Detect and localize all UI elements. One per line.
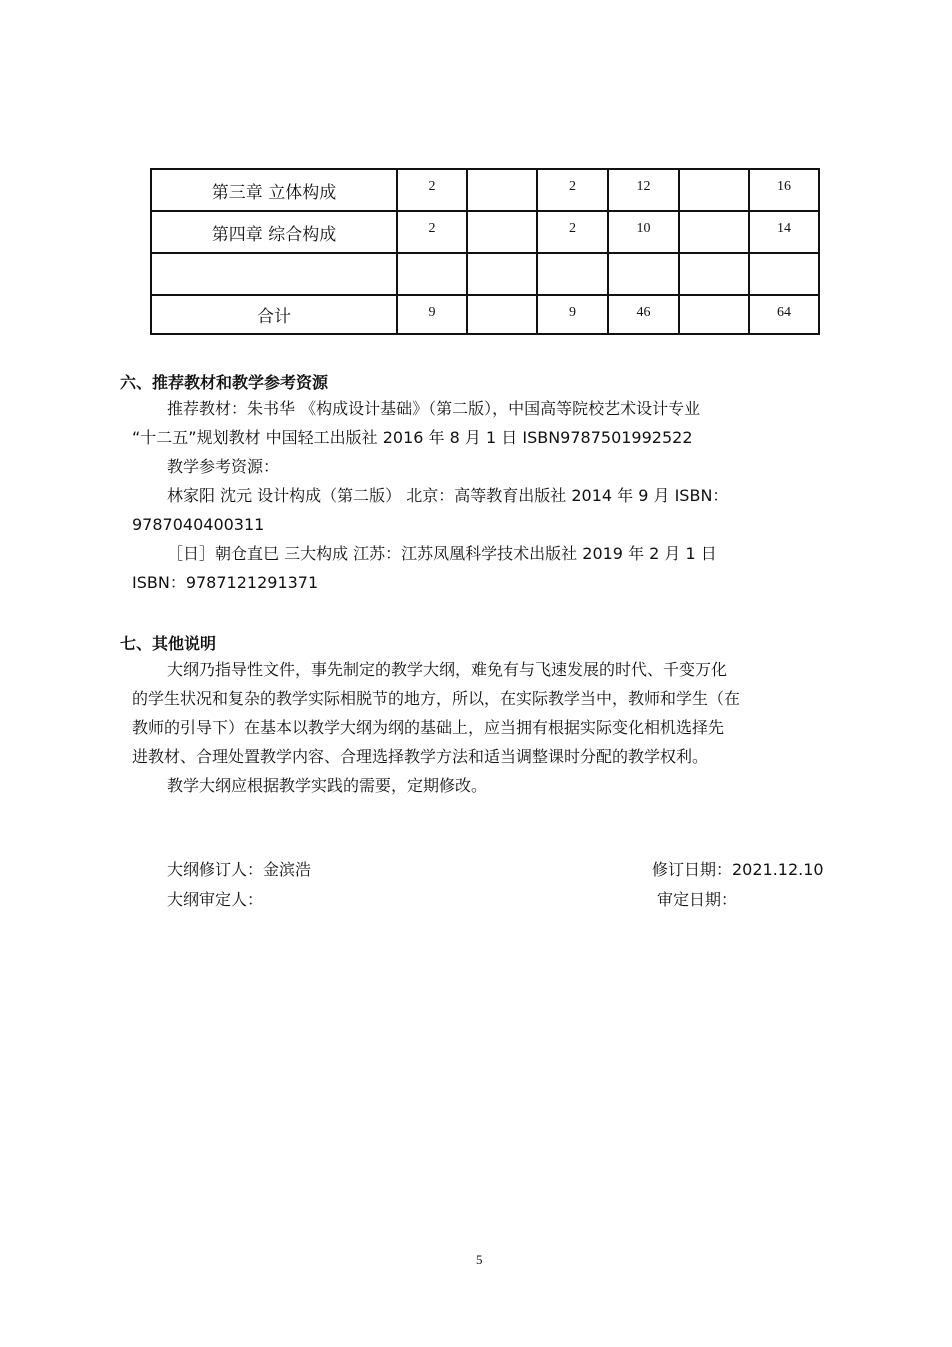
- table-cell: 10: [608, 211, 679, 253]
- approve-date-label: 审定日期：: [657, 890, 738, 909]
- section-6-line: ISBN：9787121291371: [132, 573, 319, 592]
- table-cell: 2: [537, 211, 608, 253]
- page-number: 5: [476, 1252, 483, 1267]
- table-cell: 12: [608, 169, 679, 211]
- table-cell: [467, 295, 537, 334]
- table-cell: [679, 211, 749, 253]
- table-cell: 2: [397, 169, 467, 211]
- table-cell: 2: [397, 211, 467, 253]
- table-cell: [679, 295, 749, 334]
- section-6-line: 林家阳 沈元 设计构成（第二版） 北京：高等教育出版社 2014 年 9 月 ISBN：: [167, 486, 729, 505]
- section-6-line: 推荐教材：朱书华 《构成设计基础》（第二版），中国高等院校艺术设计专业: [167, 399, 701, 418]
- table-cell: [608, 253, 679, 295]
- reviser-label: 大纲修订人：金滨浩: [167, 860, 312, 879]
- table-cell: [537, 253, 608, 295]
- table-cell: [397, 253, 467, 295]
- table-cell: [679, 253, 749, 295]
- table-cell: [467, 253, 537, 295]
- section-7-line: 大纲乃指导性文件，事先制定的教学大纲，难免有与飞速发展的时代、千变万化: [167, 660, 728, 679]
- table-cell: 14: [749, 211, 819, 253]
- table-cell: 9: [397, 295, 467, 334]
- total-label-cell: 合计: [151, 295, 397, 334]
- table-cell: 64: [749, 295, 819, 334]
- section-6-heading: 六、推荐教材和教学参考资源: [120, 373, 329, 392]
- table-cell: [679, 169, 749, 211]
- section-7-line: 教学大纲应根据教学实践的需要，定期修改。: [167, 776, 488, 795]
- revise-date-label: 修订日期：2021.12.10: [652, 860, 824, 879]
- table-cell: 2: [537, 169, 608, 211]
- section-6-line: 9787040400311: [132, 515, 265, 534]
- table-cell: [749, 253, 819, 295]
- table-cell: 16: [749, 169, 819, 211]
- table-row-total: [151, 295, 819, 334]
- section-7-line: 进教材、合理处置教学内容、合理选择教学方法和适当调整课时分配的教学权利。: [132, 747, 709, 766]
- table-row: [151, 169, 819, 211]
- hours-table: [150, 168, 820, 335]
- section-6-line: 教学参考资源：: [167, 457, 280, 476]
- table-row: [151, 211, 819, 253]
- approver-label: 大纲审定人：: [167, 890, 264, 909]
- section-6-line: ［日］朝仓直巳 三大构成 江苏：江苏凤凰科学技术出版社 2019 年 2 月 1 日: [167, 544, 717, 563]
- table-row: [151, 253, 819, 295]
- table-cell: 46: [608, 295, 679, 334]
- section-6-line: “十二五”规划教材 中国轻工出版社 2016 年 8 月 1 日 ISBN9787501992522: [132, 428, 693, 447]
- section-7-line: 教师的引导下）在基本以教学大纲为纲的基础上，应当拥有根据实际变化相机选择先: [132, 718, 725, 737]
- chapter-name-cell: 第三章 立体构成: [151, 169, 397, 211]
- chapter-name-cell: [151, 253, 397, 295]
- table-cell: [467, 211, 537, 253]
- section-7-heading: 七、其他说明: [120, 634, 217, 653]
- chapter-name-cell: 第四章 综合构成: [151, 211, 397, 253]
- table-cell: 9: [537, 295, 608, 334]
- section-7-line: 的学生状况和复杂的教学实际相脱节的地方，所以，在实际教学当中，教师和学生（在: [132, 689, 741, 708]
- table-cell: [467, 169, 537, 211]
